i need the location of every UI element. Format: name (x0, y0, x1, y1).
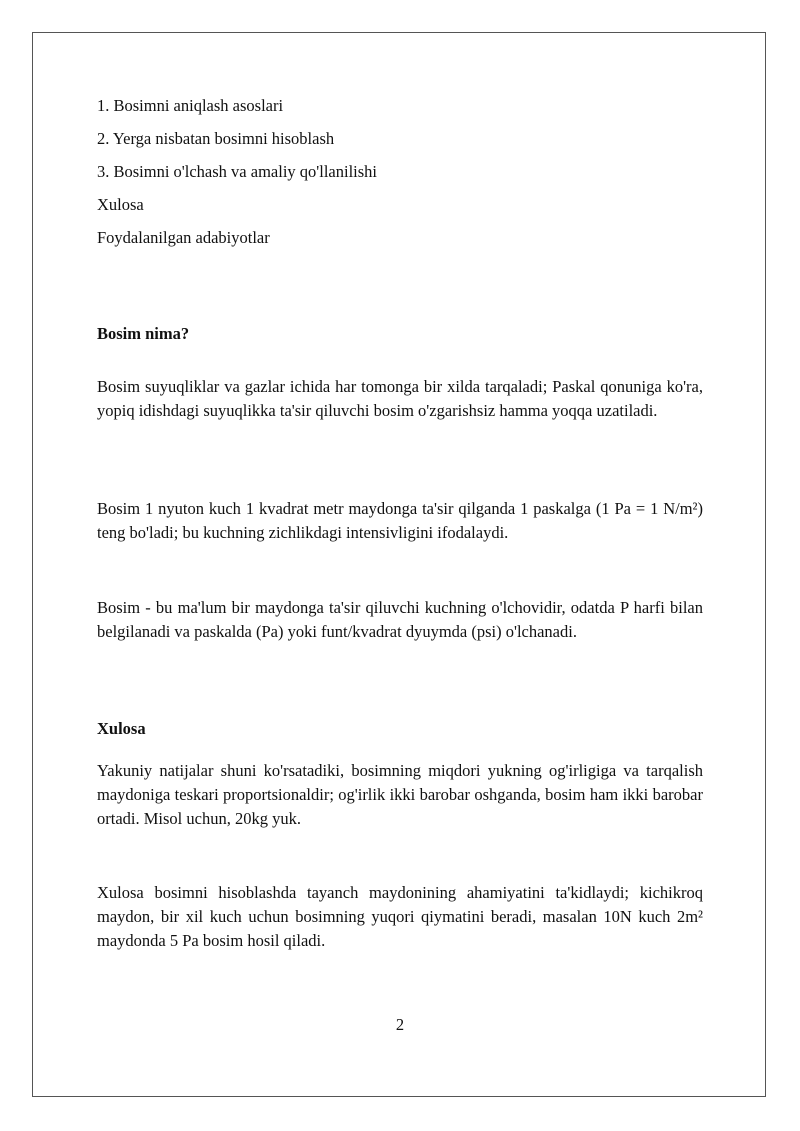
toc-item: Foydalanilgan adabiyotlar (97, 228, 270, 247)
paragraph: Yakuniy natijalar shuni ko'rsatadiki, bosimning miqdori yukning og'irligiga va tarqalish maydoniga teskari proportsionaldir; og'irlik ikki barobar oshganda, bosim ham ikki barobar ortadi. Misol uchun, 20kg yuk. (97, 761, 703, 828)
toc-item: 2. Yerga nisbatan bosimni hisoblash (97, 129, 335, 148)
page-number: 2 (395, 1015, 405, 1034)
toc-item: 3. Bosimni o'lchash va amaliy qo'llanilishi (97, 162, 378, 181)
section-heading-bosim-nima: Bosim nima? (97, 324, 190, 343)
section-heading-xulosa: Xulosa (97, 719, 146, 738)
paragraph: Bosim suyuqliklar va gazlar ichida har tomonga bir xilda tarqaladi; Paskal qonuniga ko'ra, yopiq idishdagi suyuqlikka ta'sir qiluvchi bosim o'zgarishsiz hamma yoqqa uzatiladi. (97, 377, 703, 420)
paragraph: Bosim 1 nyuton kuch 1 kvadrat metr maydonga ta'sir qilganda 1 paskalga (1 Pa = 1 N/m²) teng bo'ladi; bu kuchning zichlikdagi intensivligini ifodalaydi. (97, 499, 703, 542)
paragraph: Xulosa bosimni hisoblashda tayanch maydonining ahamiyatini ta'kidlaydi; kichikroq maydon, bir xil kuch uchun bosimning yuqori qiymatini beradi, masalan 10N kuch 2m² maydonda 5 Pa bosim hosil qiladi. (97, 883, 703, 950)
paragraph: Bosim - bu ma'lum bir maydonga ta'sir qiluvchi kuchning o'lchovidir, odatda P harfi bilan belgilanadi va paskalda (Pa) yoki funt/kvadrat dyuymda (psi) o'lchanadi. (97, 598, 703, 641)
toc-item: 1. Bosimni aniqlash asoslari (97, 96, 284, 115)
toc-item: Xulosa (97, 195, 144, 214)
table-of-contents (97, 94, 703, 259)
